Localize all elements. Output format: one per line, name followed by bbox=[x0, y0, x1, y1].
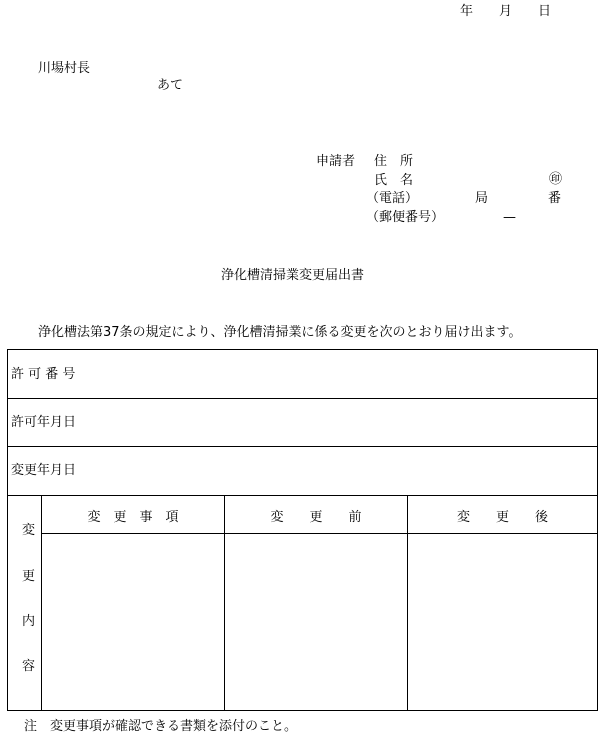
change-date-label: 変更年月日 bbox=[11, 463, 77, 478]
change-table bbox=[7, 349, 598, 711]
column-header-before: 変 更 前 bbox=[270, 510, 362, 525]
phone-number-label: 番 bbox=[548, 191, 562, 206]
row-divider bbox=[8, 446, 597, 447]
attachment-note: 注 変更事項が確認できる書類を添付のこと。 bbox=[24, 719, 298, 734]
date-line: 年 月 日 bbox=[460, 4, 552, 19]
postal-label: （郵便番号） bbox=[366, 210, 445, 225]
postal-dash: — bbox=[503, 210, 516, 225]
name-label: 氏 名 bbox=[374, 173, 414, 188]
change-content-char: 更 bbox=[22, 569, 36, 584]
change-content-char: 変 bbox=[22, 523, 36, 538]
addressee-suffix: あて bbox=[157, 78, 184, 93]
column-divider bbox=[407, 495, 408, 710]
phone-label: （電話） bbox=[366, 191, 419, 206]
column-divider bbox=[41, 495, 42, 710]
change-content-char: 容 bbox=[22, 659, 36, 674]
row-divider bbox=[8, 398, 597, 399]
phone-exchange-label: 局 bbox=[475, 191, 489, 206]
intro-text: 浄化槽法第37条の規定により、浄化槽清掃業に係る変更を次のとおり届け出ます。 bbox=[38, 325, 522, 340]
permit-date-label: 許可年月日 bbox=[11, 415, 77, 430]
seal-mark: ㊞ bbox=[549, 172, 563, 187]
applicant-label: 申請者 bbox=[316, 154, 356, 169]
change-content-char: 内 bbox=[22, 614, 36, 629]
permit-number-label: 許 可 番 号 bbox=[11, 367, 76, 382]
header-divider bbox=[41, 533, 597, 534]
column-divider bbox=[224, 495, 225, 710]
row-divider bbox=[8, 495, 597, 496]
addressee-name: 川場村長 bbox=[38, 61, 91, 76]
document-title: 浄化槽清掃業変更届出書 bbox=[221, 268, 365, 283]
column-header-item: 変 更 事 項 bbox=[87, 510, 179, 525]
column-header-after: 変 更 後 bbox=[456, 510, 548, 525]
address-label: 住 所 bbox=[374, 154, 414, 169]
